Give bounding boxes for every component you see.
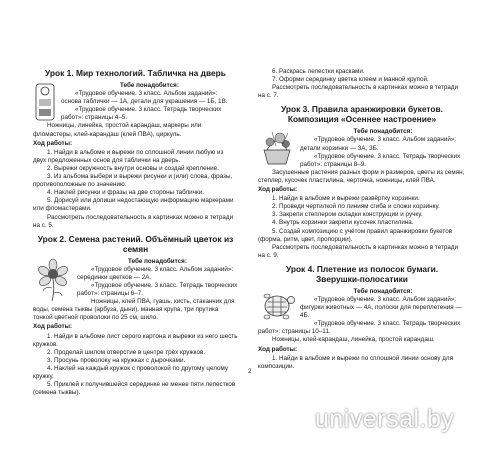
lesson-1-step: 1. Найди в альбоме и вырежи по сплошной линии любую из двух предложенных основ для таблички на дверь. bbox=[33, 148, 224, 164]
lesson-1-step: Рассмотреть последовательность в картинках можно в тетради на с. 5. bbox=[33, 213, 234, 229]
lesson-4-step: 1. Найди в альбоме и вырежи по сплошной линии основу для композиции. bbox=[258, 354, 454, 370]
lesson-2-step: 6. Раскрась лепестки красками. bbox=[272, 68, 365, 75]
door-sign-illustration bbox=[33, 82, 57, 122]
right-column bbox=[258, 68, 466, 375]
lesson-2-step: Рассмотреть последовательность в картинках можно в тетради на с. 7. bbox=[258, 84, 459, 100]
lesson-2 bbox=[33, 234, 238, 398]
lesson-1-needed-3: Ножницы, линейка, простой карандаш, маркеры или фломастеры, клей-карандаш (клей ПВА), циркуль. bbox=[33, 122, 202, 138]
lesson-2-needed-1: «Трудовое обучение. 3 класс. Альбом заданий»: серединки цветков — 2А. bbox=[77, 265, 234, 281]
lesson-1 bbox=[33, 68, 238, 230]
lesson-3-needed-label: Тебе понадобится: bbox=[353, 128, 413, 136]
seed-flower-illustration bbox=[33, 258, 73, 302]
lesson-2-needed-3: Ножницы, клей ПВА, гуашь, кисть, стаканчик для воды, семена тыквы (арбуза, дыни), манная крупа, три прутика тонкой цветной проволоки по 25 см, шило. bbox=[33, 298, 235, 322]
lesson-4 bbox=[258, 264, 466, 371]
lesson-3-step: 5. Создай композицию с учётом правил аранжировки букетов (форма, ритм, цвет, пропорции). bbox=[258, 227, 453, 243]
lesson-2-step: 7. Оформи серединку цветка клеем и манной крупой. bbox=[272, 76, 429, 84]
lesson-3-needed-1: «Трудовое обучение. 3 класс. Альбом заданий»: детали корзинки — 3А, 3Б. bbox=[300, 136, 457, 152]
lesson-3-step: 3. Закрепи степлером складки конструкции и ручку. bbox=[272, 211, 423, 219]
page-number: 2 bbox=[248, 368, 252, 375]
lesson-3-needed-3: Засушенные растения разных форм и размеров, цветы из семян, степлер, кусочек пластилина, черточка, ножницы, клей ПВА. bbox=[258, 168, 465, 184]
lesson-2-title: Урок 2. Семена растений. Объёмный цветок из семян bbox=[37, 233, 234, 254]
lesson-3-step: 2. Проведи чертилкой по линиям сгиба и сложи корзинку. bbox=[272, 203, 440, 211]
lesson-2-step: 1. Найди в альбоме лист серого картона и вырежи из него шесть кружков. bbox=[33, 332, 238, 348]
lesson-4-title: Урок 4. Плетение из полосок бумаги. bbox=[285, 263, 439, 274]
lesson-2-step: 3. Просунь проволоку на кружках с дырочками. bbox=[47, 356, 186, 364]
lesson-1-needed-1: «Трудовое обучение. 3 класс. Альбом заданий»: основа таблички — 1А, детали для украшения — 1Б, 1В. bbox=[61, 90, 228, 106]
lesson-1-step: 2. Вырежи окружность внутри основы и создай крепление. bbox=[47, 164, 219, 172]
lesson-2-needed-label: Тебе понадобится: bbox=[128, 257, 187, 265]
lesson-2-work-label: Ход работы: bbox=[33, 323, 73, 331]
lesson-2-needed-2: «Трудовое обучение. 3 класс. Тетрадь творческих работ»: страницы 6–7. bbox=[77, 281, 238, 298]
lesson-3-needed-2: «Трудовое обучение. 3 класс. Тетрадь творческих работ»: страницы 8–9. bbox=[300, 152, 461, 168]
lesson-4-work-label: Ход работы: bbox=[258, 345, 298, 353]
lesson-2-step: 5. Приклей к получившейся серединке не менее пяти лепестков (семена тыквы). bbox=[33, 381, 236, 397]
lesson-3-step: 4. Внутрь корзинки закрепи кусочек пластилина. bbox=[272, 219, 414, 227]
lesson-1-title: Урок 1. Мир технологий. Табличка на дверь bbox=[45, 68, 226, 78]
lesson-1-step: 4. Наклей рисунки и фразы на две стороны таблички. bbox=[47, 189, 204, 197]
lesson-1-needed-label: Тебе понадобится: bbox=[120, 82, 179, 89]
lesson-1-needed-2: «Трудовое обучение. 3 класс. Тетрадь творческих работ»: страницы 4–5. bbox=[61, 106, 222, 122]
left-column bbox=[33, 68, 238, 401]
lesson-4-subtitle: Зверушки-полосатики bbox=[316, 273, 408, 284]
lesson-1-step: 5. Дорисуй или допиши недостающую информацию маркерами или фломастерами. bbox=[33, 197, 234, 213]
lesson-2-step: 4. Наклей на каждый кружок с проволокой по другому целому кружку. bbox=[33, 364, 229, 380]
bouquet-basket-illustration bbox=[258, 128, 296, 166]
lesson-1-step: 3. Из альбома выбери и вырежи рисунки и (или) слова, фразы, противоположные по значению. bbox=[33, 173, 233, 189]
lesson-3-work-label: Ход работы: bbox=[258, 186, 298, 194]
lesson-4-needed-label: Тебе понадобится: bbox=[353, 287, 413, 295]
lesson-3-step: Рассмотреть последовательность в картинках можно в тетради на с. 9. bbox=[258, 243, 459, 259]
lesson-4-needed-2: «Трудовое обучение. 3 класс. Тетрадь творческих работ»: страницы 10–11. bbox=[258, 320, 461, 336]
watermark: universal.by bbox=[315, 405, 455, 433]
lesson-3 bbox=[258, 104, 466, 260]
lesson-3-title: Урок 3. Правила аранжировки букетов. bbox=[280, 104, 443, 115]
lesson-4-needed-3: Ножницы, клей-карандаш, линейка, простой карандаш. bbox=[272, 336, 435, 344]
lesson-4-needed-1: «Трудовое обучение. 3 класс. Альбом заданий»: фигурки животных — 4А, полоски для переплетения — 4Б. bbox=[300, 295, 462, 320]
lesson-1-work-label: Ход работы: bbox=[33, 139, 73, 147]
lesson-2-continued bbox=[258, 68, 466, 100]
lesson-3-step: 1. Найди в альбоме и вырежи развёртку корзинки. bbox=[272, 195, 420, 203]
lesson-3-subtitle: Композиция «Осеннее настроение» bbox=[287, 114, 437, 125]
lesson-2-step: 2. Проделай шилом отверстие в центре трёх кружков. bbox=[47, 348, 206, 356]
turtle-weaving-illustration bbox=[258, 288, 296, 322]
